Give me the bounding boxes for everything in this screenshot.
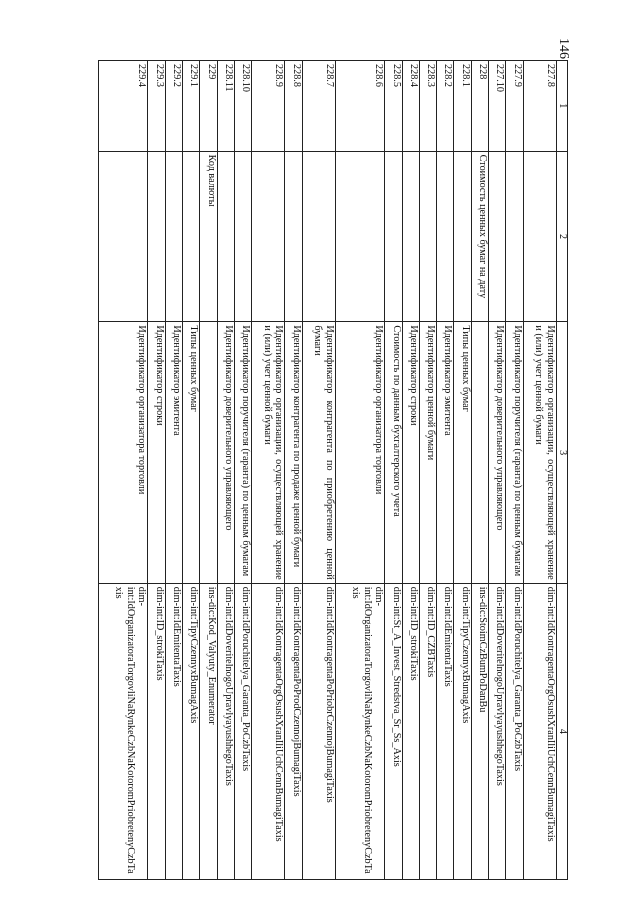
row-name-cell: Код валюты xyxy=(200,151,217,322)
row-description-cell: Типы ценных бумаг xyxy=(454,322,471,583)
row-description-cell: Идентификатор эмитента xyxy=(437,322,454,583)
row-name-cell xyxy=(165,151,182,322)
row-code-cell: 228 xyxy=(471,61,488,152)
table-row xyxy=(200,61,217,880)
row-element-cell: dim-int:ID_strokiTaxis xyxy=(148,583,165,879)
row-code-cell: 229.3 xyxy=(148,61,165,152)
row-element-cell: dim-int:IdKontragentaPoPriobrCzennojBumagiTaxis xyxy=(302,583,335,879)
row-element-cell: dim-int:IdDoveritelnogoUpravlyayushhegoTaxis xyxy=(217,583,234,879)
table-row xyxy=(471,61,488,880)
table-row xyxy=(148,61,165,880)
row-name-cell xyxy=(182,151,199,322)
row-name-cell xyxy=(523,151,556,322)
row-description-cell: Идентификатор поручителя (гаранта) по ценным бумагам xyxy=(506,322,523,583)
row-name-cell xyxy=(402,151,419,322)
row-description-cell: Идентификатор контрагента по продаже ценной бумаги xyxy=(285,322,302,583)
row-name-cell xyxy=(285,151,302,322)
row-element-cell: dim-int:St_A_Invest_Stredstva_Sr_Ss_Axis xyxy=(385,583,402,879)
row-code-cell: 227.10 xyxy=(489,61,506,152)
row-name-cell xyxy=(252,151,285,322)
row-code-cell: 228.5 xyxy=(385,61,402,152)
document-table xyxy=(98,60,568,880)
table-row xyxy=(252,61,285,880)
row-name-cell xyxy=(217,151,234,322)
row-code-cell: 229.2 xyxy=(165,61,182,152)
row-code-cell: 229.1 xyxy=(182,61,199,152)
row-code-cell: 228.8 xyxy=(285,61,302,152)
row-description-cell: Идентификатор организации, осуществляющей хранение и (или) учет ценной бумаги xyxy=(252,322,285,583)
row-code-cell: 228.11 xyxy=(217,61,234,152)
row-code-cell: 228.2 xyxy=(437,61,454,152)
row-element-cell: dim-int:IdPoruchitelya_Garanta_PoCzbTaxis xyxy=(506,583,523,879)
row-element-cell: ins-dic:Kod_Valyuty_Enumerator xyxy=(200,583,217,879)
table-row xyxy=(523,61,556,880)
row-element-cell: dim-int:IdEmitentaTaxis xyxy=(165,583,182,879)
row-code-cell: 228.3 xyxy=(419,61,436,152)
column-header: 4 xyxy=(557,583,568,879)
row-name-cell xyxy=(336,151,385,322)
row-name-cell: Стоимость ценных бумаг на дату xyxy=(471,151,488,322)
row-code-cell: 228.9 xyxy=(252,61,285,152)
row-code-cell: 228.4 xyxy=(402,61,419,152)
table-row xyxy=(336,61,385,880)
row-element-cell: dim-int:ID_CZBTaxis xyxy=(419,583,436,879)
row-element-cell: dim-int:ID_strokiTaxis xyxy=(402,583,419,879)
row-description-cell: Идентификатор эмитента xyxy=(165,322,182,583)
row-description-cell: Идентификатор строки xyxy=(402,322,419,583)
table-row xyxy=(285,61,302,880)
row-description-cell: Типы ценных бумаг xyxy=(182,322,199,583)
table-row xyxy=(454,61,471,880)
row-element-cell: dim-int:IdKontragentaOrgOsushXranIliUchCennBumagiTaxis xyxy=(523,583,556,879)
column-header: 3 xyxy=(557,322,568,583)
row-element-cell: dim-int:IdOrganizatoraTorgovliNaRynkeCzbNaKotoromPriobretenyCzbTaxis xyxy=(336,583,385,879)
row-element-cell: dim-int:IdKontragentaOrgOsushXranIliUchCennBumagiTaxis xyxy=(252,583,285,879)
row-element-cell: dim-int:IdEmitentaTaxis xyxy=(437,583,454,879)
row-code-cell: 228.7 xyxy=(302,61,335,152)
row-description-cell: Идентификатор контрагента по приобретению ценной бумаги xyxy=(302,322,335,583)
table-row xyxy=(437,61,454,880)
row-name-cell xyxy=(454,151,471,322)
table-row xyxy=(182,61,199,880)
row-description-cell: Идентификатор ценной бумаги xyxy=(419,322,436,583)
row-code-cell: 228.10 xyxy=(234,61,251,152)
row-name-cell xyxy=(99,151,148,322)
table-row xyxy=(506,61,523,880)
table-row xyxy=(385,61,402,880)
row-description-cell: Идентификатор доверительного управляющего xyxy=(489,322,506,583)
rotated-table-container xyxy=(98,60,568,880)
row-name-cell xyxy=(419,151,436,322)
row-name-cell xyxy=(437,151,454,322)
row-name-cell xyxy=(148,151,165,322)
table-row xyxy=(217,61,234,880)
row-code-cell: 227.9 xyxy=(506,61,523,152)
row-description-cell: Идентификатор организатора торговли xyxy=(336,322,385,583)
row-description-cell: Идентификатор доверительного управляющего xyxy=(217,322,234,583)
table-row xyxy=(402,61,419,880)
row-description-cell xyxy=(200,322,217,583)
table-body xyxy=(99,61,557,880)
row-name-cell xyxy=(506,151,523,322)
table-row xyxy=(165,61,182,880)
row-code-cell: 228.1 xyxy=(454,61,471,152)
table-row xyxy=(419,61,436,880)
table-header-row xyxy=(557,61,568,880)
page-number: 146 xyxy=(556,38,571,59)
row-element-cell: dim-int:TipyCzennyxBumagAxis xyxy=(182,583,199,879)
row-description-cell: Идентификатор организатора торговли xyxy=(99,322,148,583)
row-element-cell: dim-int:TipyCzennyxBumagAxis xyxy=(454,583,471,879)
row-element-cell: dim-int:IdDoveritelnogoUpravlyayushhegoTaxis xyxy=(489,583,506,879)
column-header: 2 xyxy=(557,151,568,322)
row-element-cell: dim-int:IdOrganizatoraTorgovliNaRynkeCzbNaKotoromPriobretenyCzbTaxis xyxy=(99,583,148,879)
row-name-cell xyxy=(489,151,506,322)
row-code-cell: 227.8 xyxy=(523,61,556,152)
table-row xyxy=(302,61,335,880)
table-row xyxy=(99,61,148,880)
row-name-cell xyxy=(302,151,335,322)
row-description-cell: Стоимость по данным бухгалтерского учета xyxy=(385,322,402,583)
row-description-cell: Идентификатор строки xyxy=(148,322,165,583)
row-element-cell: ins-dic:StoimCzBumPoDanBu xyxy=(471,583,488,879)
row-description-cell: Идентификатор организации, осуществляющей хранение и (или) учет ценной бумаги xyxy=(523,322,556,583)
row-element-cell: dim-int:IdPoruchitelya_Garanta_PoCzbTaxis xyxy=(234,583,251,879)
row-element-cell: dim-int:IdKontragentaPoProdCzennojBumagiTaxis xyxy=(285,583,302,879)
row-description-cell xyxy=(471,322,488,583)
row-description-cell: Идентификатор поручителя (гаранта) по ценным бумагам xyxy=(234,322,251,583)
column-header: 1 xyxy=(557,61,568,152)
table-row xyxy=(489,61,506,880)
row-code-cell: 229 xyxy=(200,61,217,152)
table-row xyxy=(234,61,251,880)
row-code-cell: 228.6 xyxy=(336,61,385,152)
row-code-cell: 229.4 xyxy=(99,61,148,152)
row-name-cell xyxy=(385,151,402,322)
row-name-cell xyxy=(234,151,251,322)
